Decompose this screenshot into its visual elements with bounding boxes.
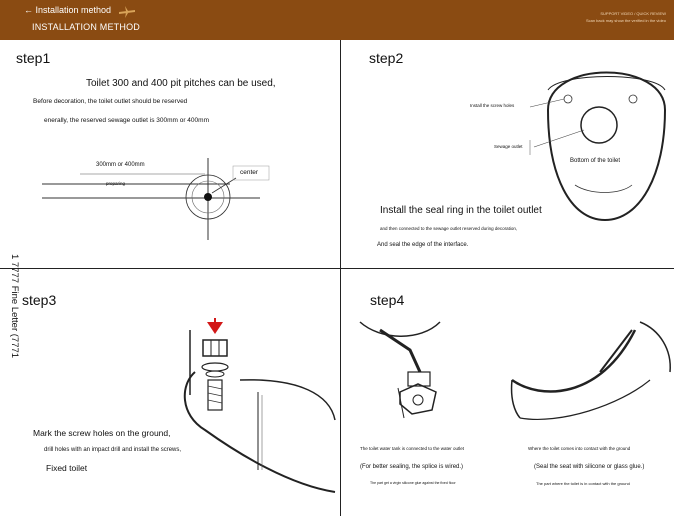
step2-sewage-outlet-label: Sewage outlet <box>494 144 523 149</box>
step1-before-text: Before decoration, the toilet outlet should be reserved <box>33 98 188 105</box>
step2-connected-text: and then connected to the sewage outlet reserved during decoration, <box>380 226 518 231</box>
step1-label: step1 <box>16 50 51 66</box>
step4-better-text: (For better sealing, the splice is wired.) <box>360 464 464 470</box>
step2-screw-holes-label: Install the screw holes <box>470 103 515 108</box>
step1-generally-text: enerally, the reserved sewage outlet is 300mm or 400mm <box>44 117 209 124</box>
step4-label: step4 <box>370 292 405 308</box>
step3-mark-text: Mark the screw holes on the ground, <box>33 428 171 438</box>
step4-tiny-text: The part get a virgin silicone glue against the fixed floor <box>370 481 456 485</box>
step1-vertical-text: 1 7777 Fine Letter (7771 <box>9 254 20 359</box>
header-title-small: ← Installation method <box>24 5 112 15</box>
step1-preparing-text: preparing <box>106 181 126 186</box>
step1-dimension-text: 300mm or 400mm <box>96 162 145 168</box>
step2-seal-edge-text: And seal the edge of the interface. <box>377 242 469 248</box>
step3-label: step3 <box>22 292 57 308</box>
step2-bottom-label: Bottom of the toilet <box>570 158 621 164</box>
step3-fixed-text: Fixed toilet <box>46 463 88 473</box>
step3-drill-text: drill holes with an impact drill and install the screws, <box>44 447 182 453</box>
back-arrow-icon[interactable]: ← <box>24 5 33 15</box>
step4-seal-seat-text: (Seal the seat with silicone or glass glue.) <box>534 464 645 470</box>
step2-label: step2 <box>369 50 404 66</box>
step4-contact-text: Where the toilet comes into contact with the ground <box>528 446 631 451</box>
header-right-line1: SUPPORT VIDEO / QUICK REVIEW <box>600 11 666 16</box>
step1-pitches-text: Toilet 300 and 400 pit pitches can be used, <box>86 78 276 89</box>
step2-seal-ring-text: Install the seal ring in the toilet outlet <box>380 205 542 216</box>
step1-center-label: center <box>240 169 259 176</box>
header-right-line2: Scan back may show the verified in the video <box>585 18 666 23</box>
header-title-main: INSTALLATION METHOD <box>32 22 140 32</box>
step4-part-text: The part where the toilet is in contact with the ground <box>536 481 630 486</box>
step4-tank-text: The toilet water tank is connected to the water outlet <box>360 446 465 451</box>
